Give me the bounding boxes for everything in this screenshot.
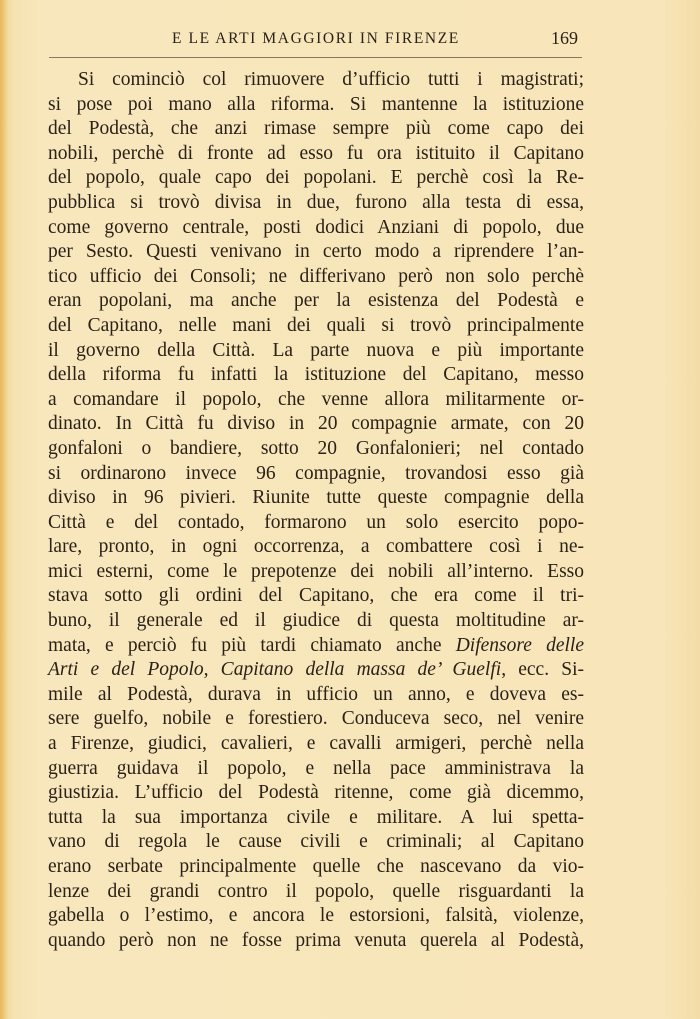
text-line bbox=[48, 289, 584, 314]
text-segment: eran popolani, ma anche per la esistenza del Podestà e bbox=[48, 290, 584, 312]
text-line bbox=[48, 584, 584, 609]
text-line bbox=[48, 855, 584, 880]
text-line bbox=[48, 535, 584, 560]
text-line bbox=[48, 240, 584, 265]
text-line bbox=[48, 191, 584, 216]
text-segment: il governo della Città. La parte nuova e più importante bbox=[48, 339, 584, 361]
text-line bbox=[48, 412, 584, 437]
text-segment: guerra guidava il popolo, e nella pace amministrava la bbox=[48, 757, 584, 779]
text-segment: tutta la sua importanza civile e militare. A lui spetta- bbox=[48, 806, 584, 828]
text-line bbox=[48, 707, 584, 732]
text-line bbox=[48, 732, 584, 757]
text-line bbox=[48, 634, 584, 659]
text-line bbox=[48, 929, 584, 954]
text-line bbox=[48, 560, 584, 585]
text-line bbox=[48, 68, 584, 93]
text-segment: come governo centrale, posti dodici Anziani di popolo, due bbox=[48, 216, 584, 238]
text-segment: , ecc. Si- bbox=[501, 659, 584, 681]
text-segment: quando però non ne fosse prima venuta querela al Podestà, bbox=[48, 929, 584, 951]
text-segment: pubblica si trovò divisa in due, furono alla testa di essa, bbox=[48, 191, 584, 213]
italic-text: Arti e del Popolo, Capitano della massa de’ Guelfi bbox=[48, 659, 502, 681]
text-line bbox=[48, 806, 584, 831]
text-segment: si ordinarono invece 96 compagnie, trovandosi esso già bbox=[48, 462, 584, 484]
page-header bbox=[0, 30, 700, 54]
text-line bbox=[48, 658, 584, 683]
text-segment: gonfaloni o bandiere, sotto 20 Gonfalonieri; nel contado bbox=[48, 437, 584, 459]
text-line bbox=[48, 781, 584, 806]
body-text bbox=[48, 68, 584, 953]
text-line bbox=[48, 437, 584, 462]
text-segment: Si cominciò col rimuovere d’ufficio tutti i magistrati; bbox=[78, 69, 584, 90]
text-line bbox=[48, 93, 584, 118]
text-segment: lenze dei grandi contro il popolo, quelle risguardanti la bbox=[48, 880, 584, 902]
text-segment: giustizia. L’ufficio del Podestà ritenne, come già dicemmo, bbox=[48, 782, 584, 804]
text-line bbox=[48, 363, 584, 388]
text-segment: tico ufficio dei Consoli; ne differivano però non solo perchè bbox=[48, 265, 584, 287]
text-segment: Città e del contado, formarono un solo esercito popo- bbox=[48, 511, 584, 533]
page-number: 169 bbox=[551, 28, 578, 48]
text-segment: mata, e perciò fu più tardi chiamato anche bbox=[48, 634, 456, 656]
text-line bbox=[48, 142, 584, 167]
text-line bbox=[48, 265, 584, 290]
text-line bbox=[48, 609, 584, 634]
text-segment: dinato. In Città fu diviso in 20 compagnie armate, con 20 bbox=[48, 413, 584, 435]
text-segment: mile al Podestà, durava in ufficio un anno, e doveva es- bbox=[48, 683, 584, 705]
text-line bbox=[48, 511, 584, 536]
text-line bbox=[48, 830, 584, 855]
text-line bbox=[48, 339, 584, 364]
italic-text: Difensore delle bbox=[455, 634, 584, 656]
text-line bbox=[48, 757, 584, 782]
text-segment: si pose poi mano alla riforma. Si mantenne la istituzione bbox=[48, 93, 584, 115]
text-segment: buno, il generale ed il giudice di questa moltitudine ar- bbox=[48, 610, 584, 632]
running-title: E LE ARTI MAGGIORI IN FIRENZE bbox=[172, 30, 460, 47]
text-line bbox=[48, 904, 584, 929]
text-segment: del popolo, quale capo dei popolani. E perchè così la Re- bbox=[48, 167, 584, 189]
text-segment: lare, pronto, in ogni occorrenza, a combattere così i ne- bbox=[48, 536, 584, 558]
text-segment: a Firenze, giudici, cavalieri, e cavalli armigeri, perchè nella bbox=[48, 733, 584, 755]
header-rule bbox=[49, 57, 582, 58]
text-segment: per Sesto. Questi venivano in certo modo a riprendere l’an- bbox=[48, 241, 584, 263]
page-spine-shadow bbox=[0, 0, 8, 1019]
text-segment: sere guelfo, nobile e forestiero. Conduceva seco, nel venire bbox=[48, 708, 584, 730]
text-segment: mici esterni, come le prepotenze dei nobili all’interno. Esso bbox=[48, 560, 584, 582]
text-line bbox=[48, 486, 584, 511]
text-segment: a comandare il popolo, che venne allora militarmente or- bbox=[48, 388, 584, 410]
text-segment: vano di regola le cause civili e criminali; al Capitano bbox=[48, 831, 584, 853]
text-segment: gabella o l’estimo, e ancora le estorsioni, falsità, violenze, bbox=[48, 905, 584, 927]
text-segment: del Capitano, nelle mani dei quali si trovò principalmente bbox=[48, 314, 584, 336]
text-segment: nobili, perchè di fronte ad esso fu ora istituito il Capitano bbox=[48, 142, 584, 164]
text-line bbox=[48, 880, 584, 905]
text-segment: stava sotto gli ordini del Capitano, che era come il tri- bbox=[48, 585, 584, 607]
text-line bbox=[48, 216, 584, 241]
text-line bbox=[48, 117, 584, 142]
text-line bbox=[48, 314, 584, 339]
text-segment: del Podestà, che anzi rimase sempre più come capo dei bbox=[48, 118, 584, 140]
text-line bbox=[48, 388, 584, 413]
text-line bbox=[48, 462, 584, 487]
text-line bbox=[48, 683, 584, 708]
text-segment: della riforma fu infatti la istituzione del Capitano, messo bbox=[48, 364, 584, 386]
text-segment: diviso in 96 pivieri. Riunite tutte queste compagnie della bbox=[48, 487, 584, 509]
text-line bbox=[48, 166, 584, 191]
text-segment: erano serbate principalmente quelle che nascevano da vio- bbox=[48, 856, 584, 877]
